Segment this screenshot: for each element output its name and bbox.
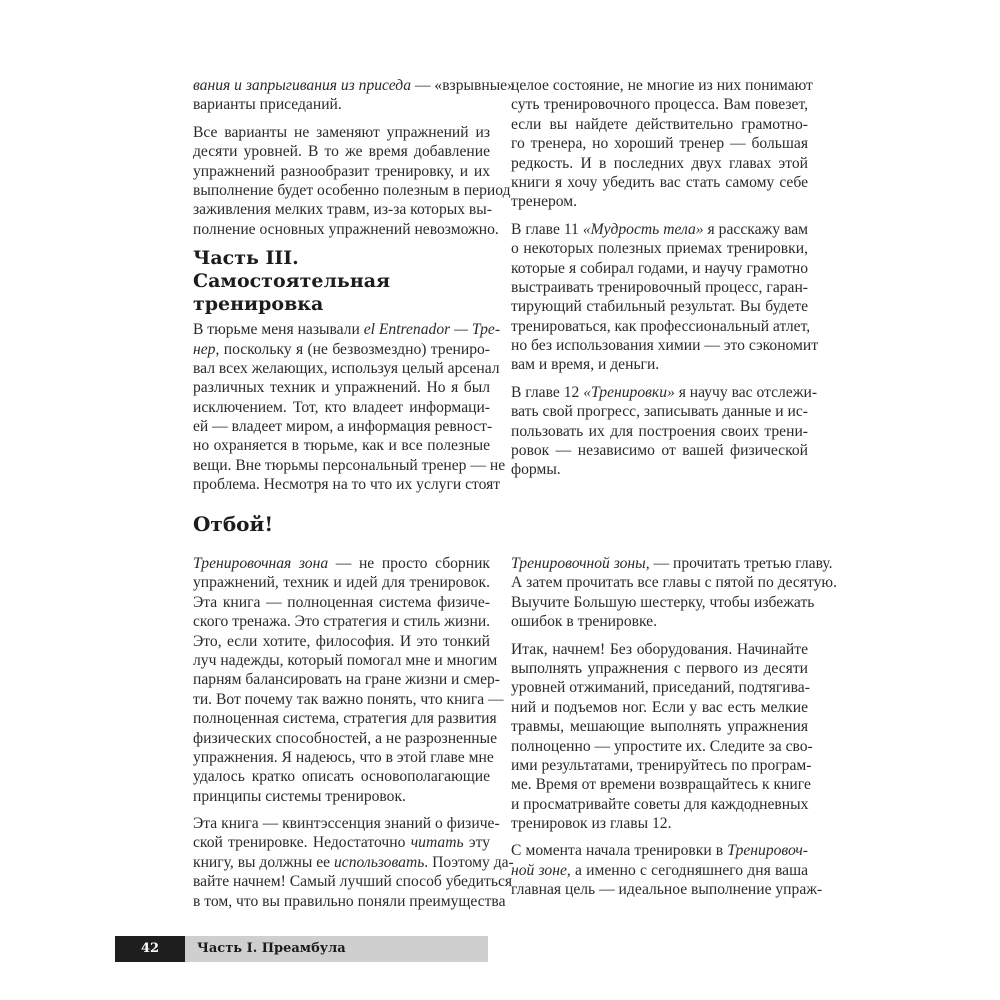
text: парням балансировать на гране жизни и смер- [193, 671, 501, 689]
text: В тюрьме меня называли [193, 321, 364, 339]
text: редкость. И в последних двух главах этой [511, 154, 808, 172]
italic-text: ной зоне, [511, 861, 571, 879]
text: ошибок в тренировке. [511, 613, 657, 631]
text-line [193, 892, 506, 911]
italic-text: использовать [333, 853, 425, 871]
text-line [193, 340, 490, 359]
text: полноценная система, стратегия для развития [193, 710, 497, 728]
text: пользовать их для построения своих трени- [511, 422, 808, 440]
text: Эта книга — полноценная система физиче- [193, 593, 490, 611]
text-line [511, 259, 808, 278]
text-line [193, 729, 498, 748]
text: ний и подъемов ног. Если у вас есть мелкие [511, 698, 808, 716]
text-line [193, 200, 490, 219]
text: ровок — независимо от вашей физической [511, 442, 808, 460]
text-line [511, 173, 808, 192]
text-line [511, 554, 833, 573]
subheading [193, 247, 490, 316]
italic-text: «Мудрость тела» [582, 220, 704, 238]
text: которые я собирал годами, и научу грамотно [511, 259, 808, 277]
italic-text: Тренировочная зона [193, 555, 329, 572]
italic-text: читать [410, 834, 464, 852]
subheading-line: тренировка [193, 293, 324, 316]
text-line [193, 220, 499, 239]
text-line [193, 436, 490, 455]
text: ти. Вот почему так важно понять, что книга — [193, 690, 504, 708]
text: о некоторых полезных приемах тренировки, [511, 240, 808, 258]
text: ме. Время от времени возвращайтесь к книге [511, 776, 811, 794]
paragraph [511, 383, 818, 480]
text: Все варианты не заменяют упражнений из [193, 123, 490, 141]
column-bottom-left [193, 554, 514, 919]
text-line [511, 612, 808, 631]
text: эту [463, 834, 491, 852]
text-line [511, 317, 811, 336]
text-line [511, 154, 808, 173]
text-line [193, 690, 504, 709]
text-line [193, 162, 490, 181]
italic-text: Тренировочной зоны, [511, 555, 650, 572]
text-line [193, 475, 501, 494]
text: . Поэтому да- [424, 853, 514, 871]
text: А затем прочитать все главы с пятой по десятую. [511, 574, 837, 592]
text-line [511, 775, 811, 794]
italic-text: Тренировоч- [727, 842, 808, 860]
text-line [193, 853, 514, 872]
text-line [511, 678, 808, 697]
text: вать свой прогресс, записывать данные и ис- [511, 403, 808, 421]
text-line [193, 593, 490, 612]
text: Выучите Большую шестерку, чтобы избежать [511, 593, 815, 611]
text: упражнений, техник и идей для тренировок. [193, 574, 490, 592]
text: ими результатами, тренируйтесь по програм- [511, 756, 812, 774]
text-line [511, 192, 808, 211]
paragraph [511, 554, 837, 632]
text: — не просто сборник [328, 555, 490, 572]
text: формы. [511, 461, 561, 479]
text-line [511, 239, 808, 258]
text-line [511, 460, 808, 479]
text: упражнений разнообразит тренировку, и их [193, 162, 490, 180]
column-bottom-right [511, 554, 837, 908]
text-line [193, 456, 506, 475]
text-line [193, 612, 490, 631]
text: заживления мелких травм, из-за которых вы- [193, 201, 492, 219]
italic-text: вания и запрыгивания из приседа [193, 77, 411, 94]
text-line [511, 278, 808, 297]
text-line [193, 417, 493, 436]
text: варианты приседаний. [193, 96, 342, 114]
text-line [511, 95, 808, 114]
text: тренироваться, как профессиональный атлет, [511, 317, 811, 335]
text: вайте начнем! Самый лучший способ убедиться [193, 873, 513, 891]
text: но без использования химии — это сэкономит [511, 337, 819, 355]
text-line [511, 220, 808, 239]
text-line [193, 320, 501, 339]
text-line [511, 355, 808, 374]
paragraph [193, 814, 514, 911]
text: выстраивать тренировочный процесс, гаран- [511, 278, 808, 296]
text-line [193, 76, 515, 95]
text-line [511, 593, 815, 612]
text: книгу, вы должны ее [193, 853, 334, 871]
text-line [511, 441, 808, 460]
text: С момента начала тренировки в [511, 842, 728, 860]
paragraph [511, 841, 823, 899]
text-line [193, 573, 490, 592]
text: — прочитать третью главу. [649, 555, 833, 572]
text: вал всех желающих, используя целый арсенал [193, 359, 500, 377]
text: если вы найдете действительно грамотно- [511, 115, 808, 133]
text-line [511, 76, 813, 95]
text: го тренера, но хороший тренер — большая [511, 135, 808, 153]
text: а именно с сегодняшнего дня ваша [570, 861, 808, 879]
text-line [193, 181, 511, 200]
text-line [193, 123, 490, 142]
paragraph [511, 76, 813, 212]
text: уровней отжиманий, приседаний, подтягива- [511, 679, 810, 697]
text: целое состояние, не многие из них понимают [511, 77, 813, 94]
text-line [193, 833, 490, 852]
italic-text: el Entrenador — Тре- [363, 321, 501, 339]
text-line [193, 142, 490, 161]
paragraph [511, 220, 819, 375]
text-line [511, 698, 808, 717]
text-line [193, 670, 501, 689]
text-line [193, 651, 498, 670]
text-line [511, 717, 808, 736]
text: тренером. [511, 193, 578, 211]
text: В главе 11 [511, 220, 583, 238]
text: вещи. Вне тюрьмы персональный тренер — не [193, 456, 506, 474]
text-line [511, 573, 837, 592]
text: тирующий стабильный результат. Вы будете [511, 298, 808, 316]
text: суть тренировочного процесса. Вам повезет, [511, 96, 808, 114]
paragraph [193, 554, 504, 806]
paragraph [511, 640, 813, 834]
column-top-left [193, 76, 515, 503]
text: исключением. Тот, кто владеет информаци- [193, 398, 490, 416]
text-line [511, 737, 813, 756]
text: я расскажу вам [703, 220, 808, 238]
text: В главе 12 [511, 383, 584, 401]
text-line [193, 378, 490, 397]
paragraph [193, 76, 515, 115]
text: ей — владеет миром, а информация ревност- [193, 418, 493, 436]
text: выполнение будет особенно полезным в период [193, 181, 511, 199]
text: десяти уровней. В то же время добавление [193, 143, 490, 161]
text: , поскольку я (не безвозмездно) трениро- [215, 340, 490, 358]
text: вам и время, и деньги. [511, 356, 660, 374]
text-line [511, 402, 808, 421]
text-line [511, 336, 819, 355]
text-line [511, 861, 808, 880]
text-line [511, 841, 808, 860]
section-heading: Отбой! [193, 512, 274, 536]
text-line [511, 814, 808, 833]
text: луч надежды, который помогал мне и многим [193, 651, 498, 669]
text: книги я хочу убедить вас стать самому себе [511, 173, 808, 191]
text-line [511, 640, 808, 659]
text-line [193, 95, 490, 114]
text-line [511, 880, 823, 899]
text: различных техник и упражнений. Но я был [193, 379, 490, 397]
text-line [511, 659, 808, 678]
text: принципы системы тренировок. [193, 787, 406, 805]
text: я научу вас отслежи- [674, 383, 818, 401]
text: главная цель — идеальное выполнение упраж- [511, 881, 823, 899]
italic-text: нер [193, 340, 216, 358]
text: Это, если хотите, философия. И это тонкий [193, 632, 490, 650]
text: полноценно — упростите их. Следите за сво- [511, 737, 813, 755]
text: и просматривайте советы для каждодневных [511, 795, 809, 813]
text-line [193, 359, 500, 378]
column-top-right [511, 76, 819, 488]
text-line [511, 297, 808, 316]
text: проблема. Несмотря на то что их услуги стоят [193, 476, 501, 494]
text-line [193, 554, 490, 573]
text: упражнения. Я надеюсь, что в этой главе мне [193, 748, 494, 766]
running-title: Часть I. Преамбула [185, 936, 488, 962]
text-line [193, 787, 490, 806]
text-line [511, 115, 808, 134]
text: тренировок из главы 12. [511, 815, 672, 833]
text-line [193, 748, 494, 767]
subheading-line: Часть III. Самостоятельная [193, 247, 391, 293]
text-line [511, 422, 808, 441]
text-line [193, 767, 490, 786]
text: ской тренировке. Недостаточно [193, 834, 411, 852]
text-line [511, 383, 818, 402]
text-line [193, 872, 513, 891]
text-line [511, 134, 808, 153]
text: в том, что вы правильно поняли преимущества [193, 892, 506, 910]
paragraph [193, 320, 506, 495]
text: полнение основных упражнений невозможно. [193, 220, 499, 238]
text: ского тренажа. Это стратегия и стиль жизни. [193, 613, 491, 631]
text-line [511, 756, 812, 775]
text: но охраняется в тюрьме, как и все полезные [193, 437, 490, 455]
text: удалось кратко описать основополагающие [193, 768, 490, 786]
paragraph [193, 123, 511, 239]
text: выполнять упражнения с первого из десяти [511, 659, 808, 677]
italic-text: «Тренировки» [583, 383, 675, 401]
text-line [511, 795, 808, 814]
text: физических способностей, а не разрозненные [193, 729, 498, 747]
text: — «взрывные» [411, 77, 515, 94]
text-line [193, 814, 500, 833]
text-line [193, 632, 490, 651]
text-line [193, 709, 497, 728]
text: Эта книга — квинтэссенция знаний о физиче- [193, 815, 500, 833]
text-line [193, 398, 490, 417]
text: травмы, мешающие выполнять упражнения [511, 718, 808, 736]
text: Итак, начнем! Без оборудования. Начинайте [511, 640, 808, 658]
page-number: 42 [115, 936, 185, 962]
